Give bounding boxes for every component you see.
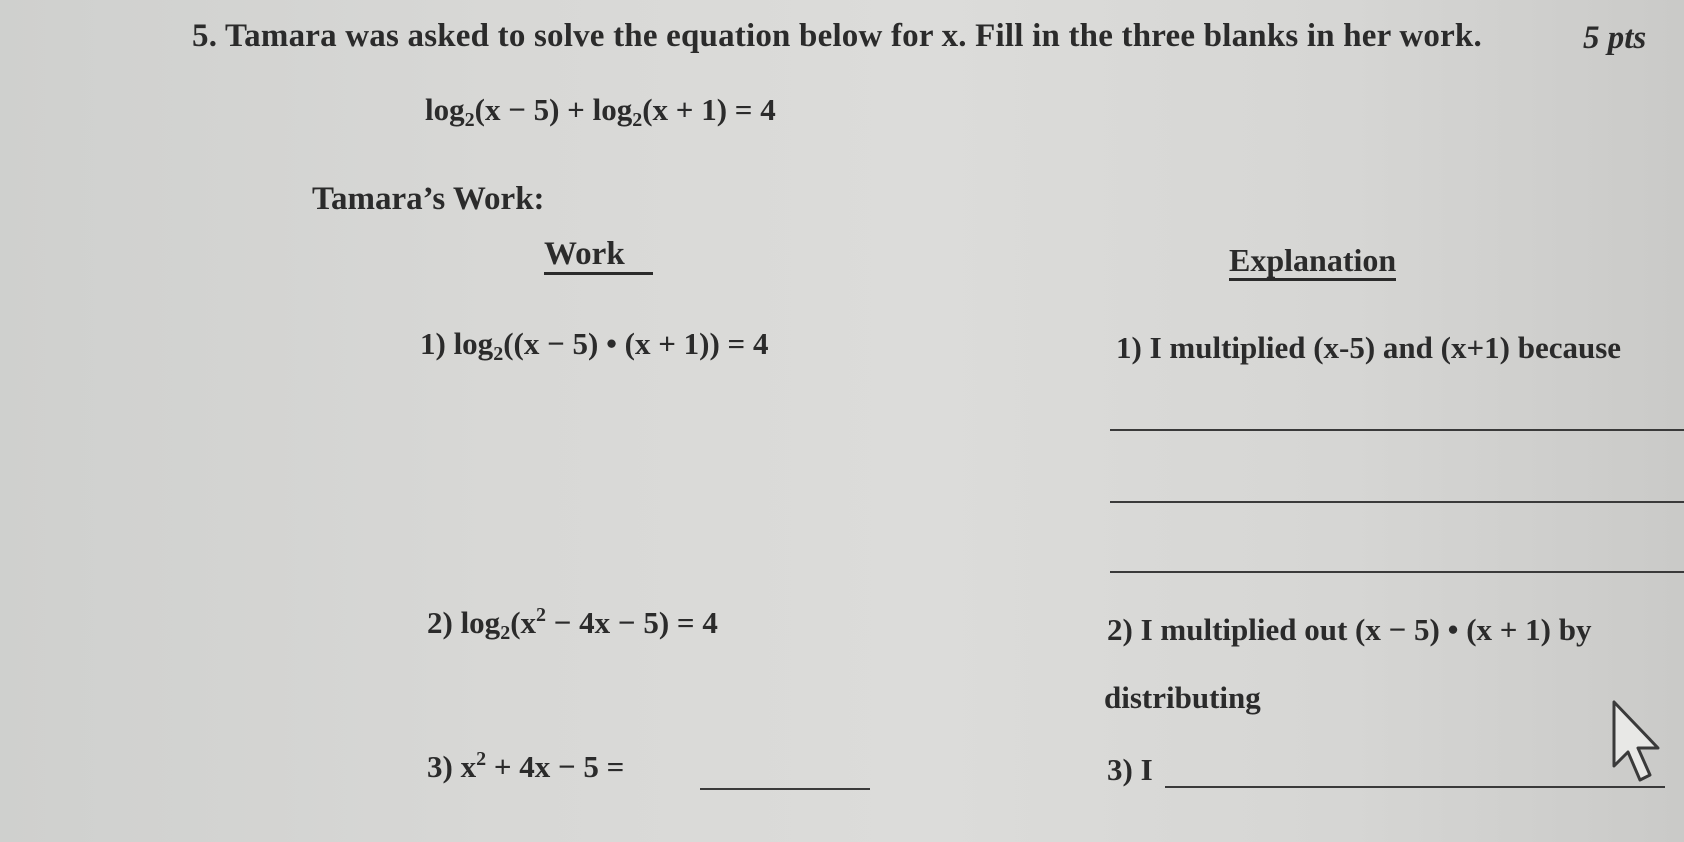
explanation-2: 2) I multiplied out (x − 5) • (x + 1) by (1107, 612, 1592, 647)
answer-blank-1a[interactable] (1110, 429, 1684, 431)
explanation-1: 1) I multiplied (x-5) and (x+1) because (1116, 330, 1622, 365)
work-step-3: 3) $x^2 + 4x - 5$ = (427, 748, 625, 784)
answer-blank-step-3[interactable] (700, 788, 870, 790)
mouse-pointer-icon (1610, 700, 1670, 788)
explanation-column-heading: Explanation (1229, 242, 1396, 281)
explanation-2-continued: distributing (1104, 680, 1261, 715)
answer-blank-1c[interactable] (1110, 571, 1684, 573)
given-equation: $\log_2(x - 5) + \log_2(x + 1) = 4$ (425, 92, 776, 131)
work-step-2: 2) $\log_2(x^2 - 4x - 5) = 4$ (427, 604, 718, 644)
work-heading: Tamara’s Work: (312, 181, 545, 217)
question-text: 5. Tamara was asked to solve the equation below for x. Fill in the three blanks in her work. (192, 18, 1482, 54)
answer-blank-1b[interactable] (1110, 501, 1684, 503)
question-points: 5 pts (1583, 20, 1647, 56)
explanation-3: 3) I (1107, 752, 1153, 787)
work-step-1: 1) $\log_2((x - 5)$ • (x + 1)) = 4 (420, 326, 769, 365)
work-column-heading: Work (544, 236, 653, 275)
answer-blank-explanation-3[interactable] (1165, 786, 1665, 788)
